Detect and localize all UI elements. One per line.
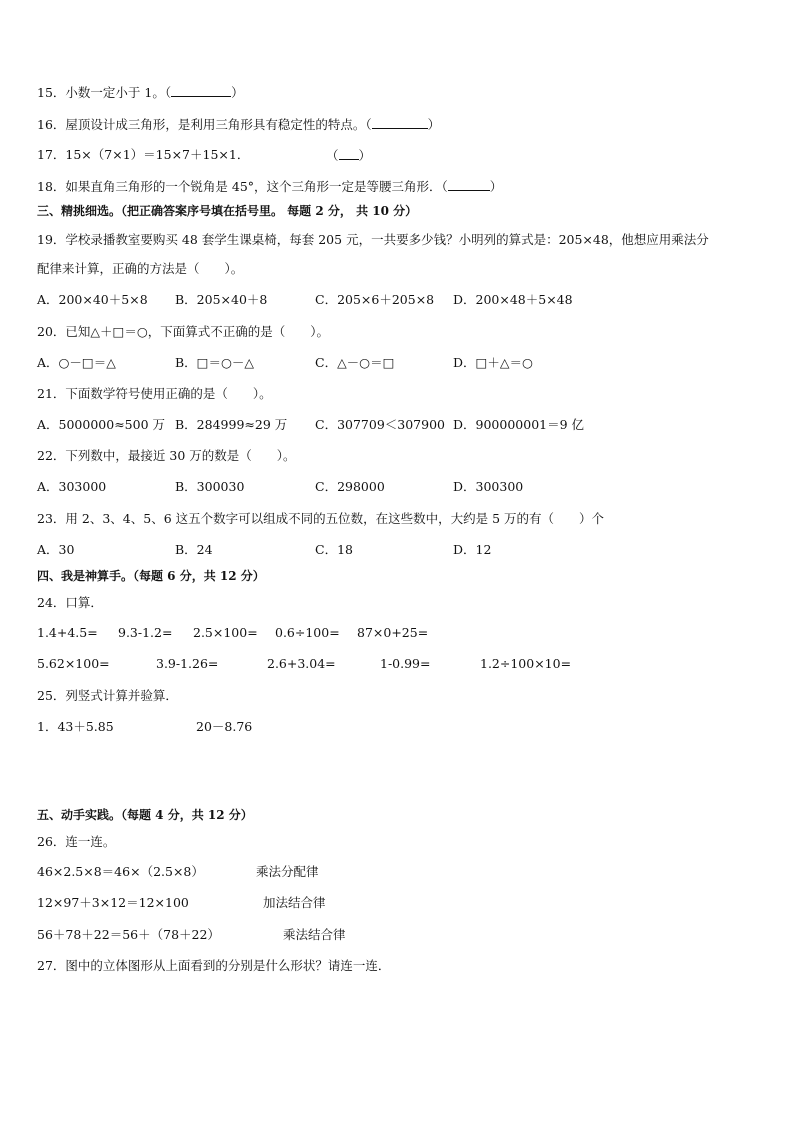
mental-calc-item: 0.6÷100=: [275, 625, 340, 640]
matching-left-item[interactable]: 46×2.5×8＝46×（2.5×8）: [37, 864, 204, 879]
question-24: 24．口算．: [37, 595, 103, 610]
section-4-title: 四、我是神算手。（每题 6 分，共 12 分）: [37, 569, 265, 583]
option-c[interactable]: C．18: [315, 542, 353, 557]
section-3-title: 三、精挑细选。（把正确答案序号填在括号里。 每题 2 分， 共 10 分）: [37, 204, 418, 218]
matching-right-item[interactable]: 乘法结合律: [283, 927, 346, 942]
vertical-calc-item: 20－8.76: [196, 719, 253, 734]
question-16-text: 16．屋顶设计成三角形，是利用三角形具有稳定性的特点。（: [37, 117, 372, 132]
question-26: 26．连一连。: [37, 834, 116, 849]
option-d[interactable]: D．□＋△＝○: [453, 355, 533, 370]
answer-blank-15[interactable]: [171, 84, 231, 97]
option-d[interactable]: D．12: [453, 542, 492, 557]
option-b[interactable]: B．24: [175, 542, 213, 557]
question-22: 22．下列数中，最接近 30 万的数是（ ）。: [37, 448, 296, 463]
section-5-title: 五、动手实践。（每题 4 分，共 12 分）: [37, 808, 253, 822]
mental-calc-item: 5.62×100=: [37, 656, 110, 671]
question-18-text: 18．如果直角三角形的一个锐角是 45°，这个三角形一定是等腰三角形．（: [37, 179, 448, 194]
option-a[interactable]: A．200×40＋5×8: [37, 292, 148, 307]
matching-left-item[interactable]: 56＋78＋22＝56＋（78＋22）: [37, 927, 220, 942]
option-b[interactable]: B．300030: [175, 479, 245, 494]
question-15-text: 15．小数一定小于 1。（: [37, 85, 172, 100]
option-a[interactable]: A．303000: [37, 479, 107, 494]
question-23: 23．用 2、3、4、5、6 这五个数字可以组成不同的五位数，在这些数中，大约是 5 万的有（ ）个: [37, 511, 605, 526]
vertical-calc-item: 1．43＋5.85: [37, 719, 114, 734]
option-c[interactable]: C．307709＜307900: [315, 417, 445, 432]
option-c[interactable]: C．298000: [315, 479, 385, 494]
question-21: 21．下面数学符号使用正确的是（ ）。: [37, 386, 272, 401]
mental-calc-item: 2.5×100=: [193, 625, 258, 640]
question-15: [37, 84, 244, 101]
question-17-answer: [326, 147, 371, 164]
question-19-line2: 配律来计算，正确的方法是（ ）。: [37, 261, 244, 276]
question-16: [37, 116, 440, 133]
mental-calc-item: 2.6+3.04=: [267, 656, 336, 671]
option-a[interactable]: A．30: [37, 542, 75, 557]
answer-blank-18[interactable]: [448, 178, 490, 191]
question-27: 27．图中的立体图形从上面看到的分别是什么形状？请连一连．: [37, 958, 391, 973]
answer-blank-16[interactable]: [372, 116, 428, 129]
open-paren: （: [326, 148, 339, 163]
option-a[interactable]: A．5000000≈500 万: [37, 417, 166, 432]
mental-calc-item: 1-0.99=: [380, 656, 431, 671]
close-paren: ）: [231, 85, 244, 100]
option-c[interactable]: C．△－○＝□: [315, 355, 395, 370]
option-d[interactable]: D．300300: [453, 479, 524, 494]
question-17-text: 17．15×（7×1）＝15×7＋15×1．: [37, 147, 250, 162]
option-d[interactable]: D．900000001＝9 亿: [453, 417, 585, 432]
option-d[interactable]: D．200×48＋5×48: [453, 292, 573, 307]
question-19-line1: 19．学校录播教室要购买 48 套学生课桌椅，每套 205 元，一共要多少钱？小明列的算式是：205×48，他想应用乘法分: [37, 232, 709, 247]
option-c[interactable]: C．205×6＋205×8: [315, 292, 435, 307]
mental-calc-item: 87×0+25=: [357, 625, 429, 640]
question-25: 25．列竖式计算并验算．: [37, 688, 178, 703]
answer-blank-17[interactable]: [339, 147, 359, 160]
option-b[interactable]: B．□＝○－△: [175, 355, 255, 370]
question-18: [37, 178, 502, 195]
mental-calc-item: 1.4+4.5=: [37, 625, 98, 640]
matching-left-item[interactable]: 12×97＋3×12＝12×100: [37, 895, 189, 910]
question-17: [37, 147, 249, 163]
mental-calc-item: 1.2÷100×10=: [480, 656, 572, 671]
option-b[interactable]: B．205×40＋8: [175, 292, 268, 307]
matching-right-item[interactable]: 乘法分配律: [256, 864, 319, 879]
close-paren: ）: [489, 179, 503, 194]
mental-calc-item: 9.3-1.2=: [118, 625, 173, 640]
option-b[interactable]: B．284999≈29 万: [175, 417, 288, 432]
mental-calc-item: 3.9-1.26=: [156, 656, 219, 671]
option-a[interactable]: A．○－□＝△: [37, 355, 116, 370]
question-20: 20．已知△＋□＝○，下面算式不正确的是（ ）。: [37, 324, 329, 339]
close-paren: ）: [427, 117, 441, 132]
close-paren: ）: [358, 148, 372, 163]
matching-right-item[interactable]: 加法结合律: [263, 895, 326, 910]
